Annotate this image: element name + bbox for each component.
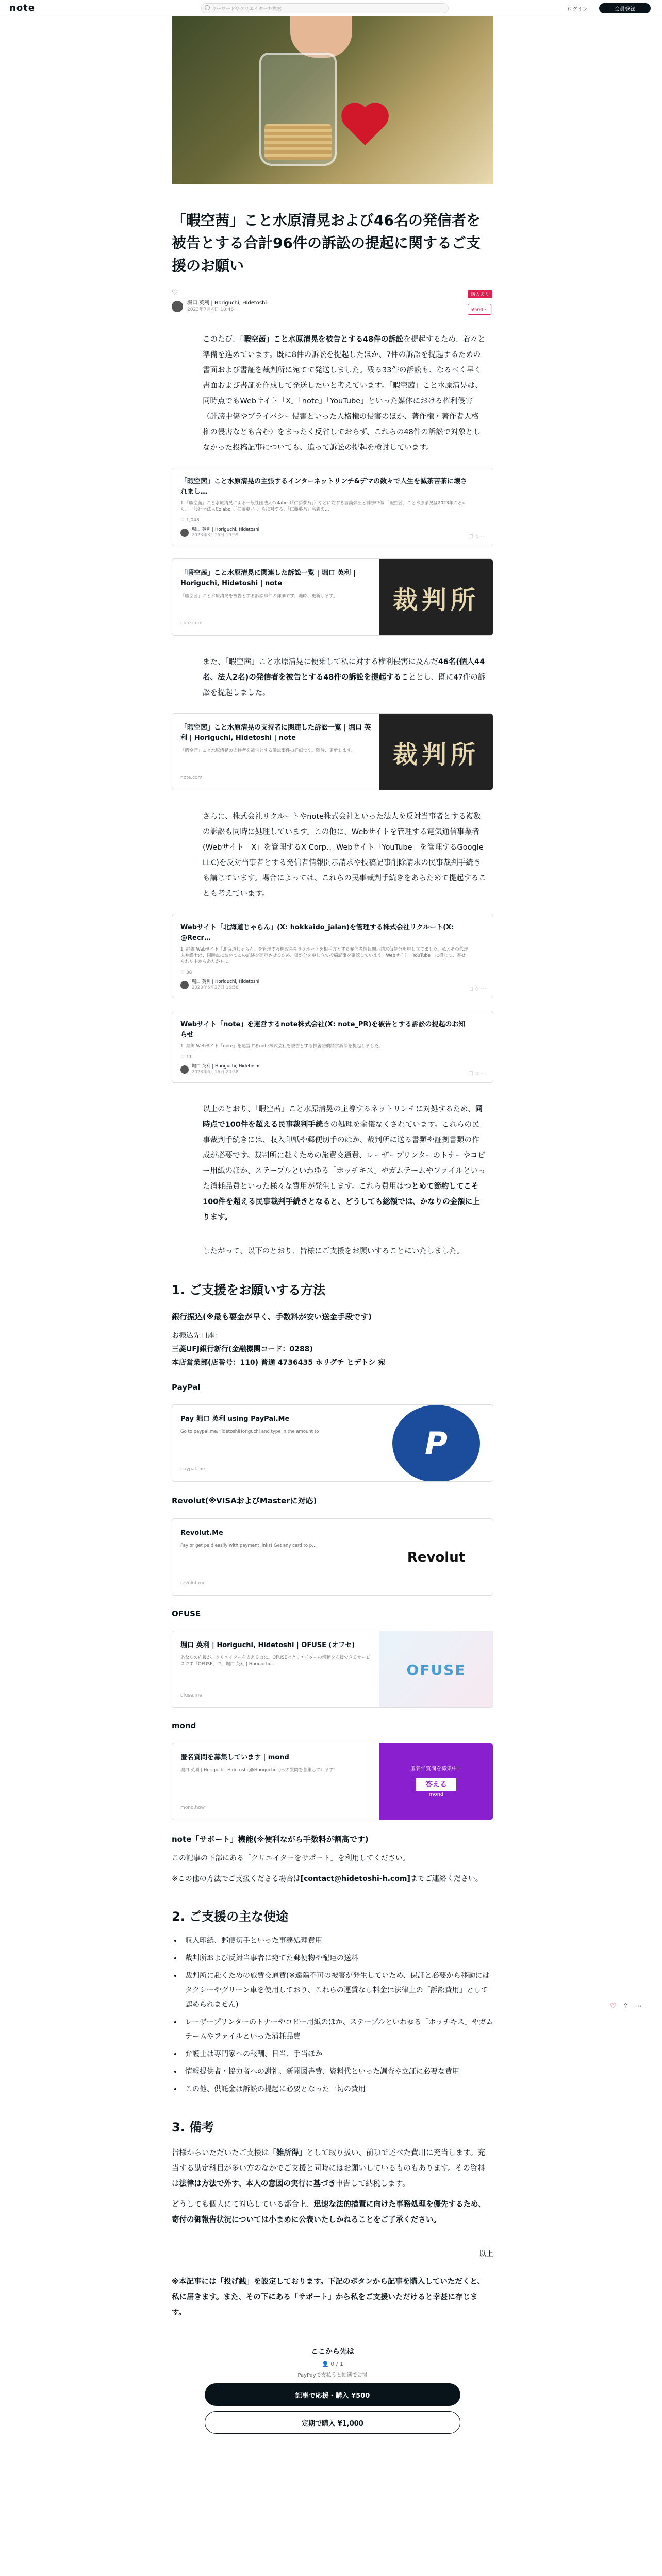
card-likes: ♡ 11 xyxy=(180,1055,192,1060)
signup-button[interactable]: 会員登録 xyxy=(599,3,651,13)
list-item: • 弁護士は専門家への報酬、日当、手当ほか xyxy=(182,2047,493,2061)
link-url: mond.how xyxy=(180,1805,205,1810)
login-link[interactable]: ログイン xyxy=(567,7,588,12)
red-heart-shape xyxy=(342,104,388,150)
paypal-heading: PayPal xyxy=(172,1383,201,1392)
article-title: 「暇空茜」こと水原清晃および46名の発信者を被告とする合計96件の訴訟の提起に関するご支援のお願い xyxy=(172,212,481,274)
mond-link-card[interactable] xyxy=(172,1743,493,1820)
paragraph-5: したがって、以下のとおり、皆様にご支援をお願いすることにいたしました。 xyxy=(203,1247,465,1256)
link-desc: 堀口 英利 | Horiguchi, Hidetoshi(@Horiguchi...)への質問を募集しています！ xyxy=(180,1768,338,1773)
contact-text: ※この他の方法でご支援くださる場合は[contact@hidetoshi-h.com]までご連絡ください。 xyxy=(172,1875,483,1883)
buy-article-button[interactable]: 記事で応援・購入 ¥500 xyxy=(205,2383,460,2406)
notes-paragraph-2: どうしても個人にて対応している都合上、迅速な法的措置に向けた事務処理を優先するため、寄付の御報告状況については小まめに公表いたしかねることをご了承ください。 xyxy=(172,2200,486,2224)
link-desc: Pay or get paid easily with payment links! Get any card to p… xyxy=(180,1543,317,1548)
like-icon[interactable]: ♡ xyxy=(610,2002,617,2010)
notes-paragraph-1: 皆様からいただいたご支援は「雑所得」として取り扱い、前項で述べた費用に充当します。充当する勘定科目が多い方のなかでご支援と同時にはお願いしているものもあります。その資料は法律は方法で外す、本人の意図の実行に基づき申告して納税します。 xyxy=(172,2149,485,2188)
avatar xyxy=(180,1065,189,1074)
avatar xyxy=(180,529,189,537)
share-icon[interactable]: ⇪ xyxy=(622,2002,629,2010)
link-title: 匿名質問を募集しています | mond xyxy=(180,1754,289,1761)
link-url: note.com xyxy=(180,621,203,626)
card-desc: 1.「暇空茜」こと水原清晃による一般社団法人Colabo（「仁藤夢乃」）などに対する言論弾圧と誹謗中傷 「暇空茜」こと水原清晃は2023年ころから、一般社団法人Colabo（「仁藤夢乃」）らに対する、「仁藤夢乃」名義の… xyxy=(180,501,467,512)
note-support-heading: note「サポート」機能(※便利ながら手数料が割高です) xyxy=(172,1835,369,1844)
list-item: • レーザープリンターのトナーやコピー用紙のほか、ステープルといわゆる「ホッチキス」やガムテームやファイルといった消耗品費 xyxy=(182,2015,493,2044)
paragraph-2: また、「暇空茜」こと水原清晃に便乗して私に対する権利侵害に及んだ46名(個人44名、法人2名)の発信者を被告とする48件の訴訟を提起することとし、既に47件の訴訟を提起しました。 xyxy=(203,658,486,697)
hand-shape xyxy=(290,16,352,58)
list-item: • この他、供託金は訴訟の提起に必要となった一切の費用 xyxy=(182,2082,493,2096)
paragraph-3: さらに、株式会社リクルートやnote株式会社といった法人を反対当事者とする複数の訴訟も同時に処理しています。この他に、Webサイトを管理する電気通信事業者(Webサイト「X」を管理するX Corp.、Webサイト「YouTube」を管理するGoogle LLC)を反対当事者とする発信者情報開示請求や投稿記事削除請求の民事裁判手続きも講じています。場合によっては、これらの民事裁判手続きをあらためて提起することも考えています。 xyxy=(203,812,486,898)
link-desc: 「暇空茜」こと水原清晃を被告とする訴訟事件の詳細です。随時、更新します。 xyxy=(180,594,338,599)
embed-card-1[interactable] xyxy=(172,468,493,546)
card-likes: ♡ 38 xyxy=(180,970,192,975)
list-item: • 収入印紙、郵便切手といった事務処理費用 xyxy=(182,1934,493,1948)
note-logo[interactable]: note xyxy=(9,3,35,13)
author-name[interactable]: 堀口 英利 | Horiguchi, Hidetoshi xyxy=(187,300,267,306)
link-title: 堀口 英利 | Horiguchi, Hidetoshi | OFUSE (オフセ) xyxy=(180,1641,355,1649)
card-desc: 1. 経緯 Webサイト「北海道じゃらん」を管理する株式会社リクルートを相手方とする発信者情報開示請求仮処分を申し立てました。私とその代理人弁護士は、同時点においてこの記述を開示させるため、仮処分を申し立て投稿記事を確認しています。Webサイト「YouTube」に投じて、寄せられた中からあたかも… xyxy=(180,947,469,964)
revolut-logo-image: Revolut xyxy=(379,1519,493,1596)
link-card-2[interactable] xyxy=(172,713,493,790)
avatar xyxy=(180,981,189,989)
card-actions-icon[interactable]: □ ◇ ⋯ xyxy=(468,1071,486,1076)
reader-count: 👤 0 / 1 xyxy=(322,2361,343,2367)
mond-heading: mond xyxy=(172,1721,196,1731)
paypal-logo-image xyxy=(379,1405,493,1482)
coin-jar-shape xyxy=(259,53,337,166)
card-likes: ♡ 1,048 xyxy=(180,518,200,523)
support-section xyxy=(172,2346,493,2434)
link-url: revolut.me xyxy=(180,1581,206,1586)
embed-card-2[interactable] xyxy=(172,914,493,998)
coins-shape xyxy=(264,124,332,160)
court-sign-image: 裁判所 xyxy=(379,714,493,790)
article xyxy=(172,16,493,2434)
ofuse-link-card[interactable] xyxy=(172,1631,493,1708)
paragraph-1: このたび、「暇空茜」こと水原清晃を被告とする48件の訴訟を提起するため、着々と準備を進めています。既に8件の訴訟を提起したほか、7件の訴訟を提起するための書面および書証を裁判所に宛てて発送しました。残る33件の訴訟も、なるべく早く書面および書証を作成して発送したいと考えています。「暇空茜」こと水原清晃は、同時点でもWebサイト「X」「note」「YouTube」といった媒体における権利侵害（誹謗中傷やプライバシー侵害といった人格権の侵害のほか、著作権・著作者人格権の侵害なども含む）をまったく反省しておらず、これらの48件の訴訟で対象としなかった投稿記事についても、追って訴訟の提起を検討しています。 xyxy=(203,335,486,452)
link-title: 「暇空茜」こと水原清晃に関連した訴訟一覧 | 堀口 英利 | Horiguchi, Hidetoshi | note xyxy=(180,569,356,587)
ofuse-heading: OFUSE xyxy=(172,1609,201,1618)
header xyxy=(0,0,662,16)
link-desc: 「暇空茜」こと水原清晃の支持者を被告とする訴訟事件の詳細です。随時、更新します。 xyxy=(180,748,355,753)
search-icon xyxy=(205,5,210,10)
section-heading-1: 1. ご支援をお願いする方法 xyxy=(172,1283,326,1297)
bank-heading: 銀行振込(※最も要金が早く、手数料が安い送金手段です) xyxy=(172,1312,372,1321)
card-title: 「暇空茜」こと水原清晃の主張するインターネットリンチ&デマの数々で人生を滅茶苦茶に壊されまし… xyxy=(180,478,468,496)
list-item: • 裁判所および反対当事者に宛てた郵便物や配達の送料 xyxy=(182,1951,493,1965)
card-desc: 1. 経緯 Webサイト「note」を運営するnote株式会社を被告とする損害賠償請求訴訟を提起しました。 xyxy=(180,1044,383,1049)
purchase-badge: 購入あり xyxy=(468,290,492,298)
signature: 以上 xyxy=(479,2250,493,2258)
hero-image xyxy=(172,16,493,184)
revolut-heading: Revolut(※VISAおよびMasterに対応) xyxy=(172,1496,317,1505)
link-url: note.com xyxy=(180,775,203,781)
card-date: 2023年6月16日 20:58 xyxy=(192,1070,239,1075)
link-desc: あなたの応援が、クリエイターを支える力に。OFUSEはクリエイターの活動を応援できるサービスです「OFUSE」で、堀口 英利 | Horiguchi… xyxy=(180,1655,371,1667)
embed-card-3[interactable] xyxy=(172,1011,493,1083)
section-heading-3: 3. 備考 xyxy=(172,2120,214,2134)
court-sign-image: 裁判所 xyxy=(379,559,493,636)
search-placeholder: キーワードやクリエイターで検索 xyxy=(212,6,282,12)
card-author: 堀口 英利 | Horiguchi, Hidetoshi xyxy=(192,527,260,532)
card-actions-icon[interactable]: □ ◇ ⋯ xyxy=(468,986,486,992)
list-item: • 裁判所に赴くための旅費交通費(※遠隔不可の被害が発生していため、保証と必要から移動にはタクシーやグリーン車を使用しており、これらの運賃なし料金は法律上の「訴訟費用」として認められません) xyxy=(182,1969,493,2012)
revolut-link-card[interactable] xyxy=(172,1518,493,1596)
mond-image: 匿名で質問を募集中！ 答える mond xyxy=(379,1743,493,1820)
uses-list xyxy=(182,1934,493,2096)
card-author: 堀口 英利 | Horiguchi, Hidetoshi xyxy=(192,1064,260,1069)
post-date: 2023年7月4日 10:46 xyxy=(187,307,234,312)
price-badge[interactable]: ¥500〜 xyxy=(468,304,491,315)
card-title: Webサイト「北海道じゃらん」(X: hokkaido_jalan)を管理する株式会社リクルート(X: @Recr… xyxy=(180,924,454,942)
support-label: ここから先は xyxy=(311,2348,354,2356)
search-input[interactable] xyxy=(201,3,449,13)
bank-info: お振込先口座： 三菱UFJ銀行新行(金融機関コード：0288) 本店営業部(店番号：110) 普通 4736435 ホリグチ ヒデトシ 宛 xyxy=(172,1332,386,1367)
paypay-note: PayPayで支払うと抽選でお得 xyxy=(297,2372,368,2378)
link-title: Revolut.Me xyxy=(180,1529,223,1537)
subscription-button[interactable]: 定期で購入 ¥1,000 xyxy=(205,2411,460,2434)
heart-outline-icon[interactable]: ♡ xyxy=(172,289,178,297)
link-title: 「暇空茜」こと水原清晃の支持者に関連した訴訟一覧 | 堀口 英利 | Horiguchi, Hidetoshi | note xyxy=(180,724,371,742)
card-date: 2023年6月27日 16:58 xyxy=(192,985,239,990)
avatar[interactable] xyxy=(172,301,183,312)
card-title: Webサイト「note」を運営するnote株式会社(X: note_PR)を被告とする訴訟の提起のお知らせ xyxy=(180,1021,466,1039)
ofuse-logo-image: OFUSE xyxy=(379,1631,493,1708)
card-actions-icon[interactable]: □ ◇ ⋯ xyxy=(468,534,486,539)
more-icon[interactable]: ⋯ xyxy=(635,2002,642,2010)
link-card-1[interactable] xyxy=(172,558,493,636)
author-info xyxy=(187,300,267,313)
side-actions xyxy=(610,2002,642,2010)
paragraph-4: 以上のとおり、「暇空茜」こと水原清晃の主導するネットリンチに対処するため、同時点で100件を超える民事裁判手続きの処理を余儀なくされています。これらの民事裁判手続きには、収入印紙や郵便切手のほか、裁判所に送る書類や証拠書類の作成が必要です。裁判所に赴くための旅費交通費、レーザープリンターのトナーやコピー用紙のほか、ステープルといわゆる「ホッチキス」やガムテームやファイルといった消耗品費といった様々な費用が発生します。これら費用はつとめて節約してこそ100件を超える民事裁判手続きとなると、どうしても総額では、かなりの金額に上ります。 xyxy=(203,1105,486,1222)
link-title: Pay 堀口 英利 using PayPal.Me xyxy=(180,1415,290,1423)
section-heading-2: 2. ご支援の主な使途 xyxy=(172,1909,289,1924)
paypal-p-icon: P xyxy=(392,1405,480,1482)
card-date: 2023年3月16日 19:59 xyxy=(192,533,239,538)
final-note: ※本記事には「投げ銭」を設定しております。下記のボタンから記事を購入していただくと、私に届きます。また、その下にある「サポート」から私をご支援いただけると幸甚に存じます。 xyxy=(172,2278,485,2317)
link-desc: Go to paypal.me/HidetoshiHoriguchi and type in the amount to xyxy=(180,1429,319,1434)
paypal-link-card[interactable] xyxy=(172,1404,493,1482)
link-url: ofuse.me xyxy=(180,1693,202,1698)
card-author: 堀口 英利 | Horiguchi, Hidetoshi xyxy=(192,979,260,985)
article-meta xyxy=(172,289,493,313)
contact-email-link[interactable]: [contact@hidetoshi-h.com] xyxy=(300,1875,410,1883)
note-support-text: この記事の下部にある「クリエイターをサポート」を利用してください。 xyxy=(172,1854,410,1862)
link-url: paypal.me xyxy=(180,1467,205,1472)
list-item: • 情報提供者・協力者への謝礼、新聞図書費、資料代といった調査や立証に必要な費用 xyxy=(182,2064,493,2079)
